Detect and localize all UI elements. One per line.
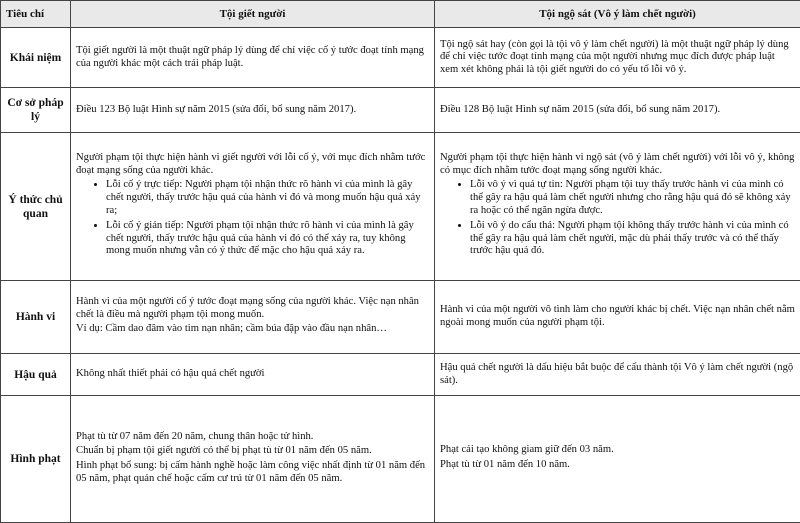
list-item: • Lỗi cố ý gián tiếp: Người phạm tội nhận thức rõ hành vi của mình là gây chết người, thấy trước hậu quả của hành vi đó có thể xảy ra, tuy không mong muốn nhưng vẫn có ý thức để mặc cho hậu quả xảy ra. [106, 220, 429, 258]
cell-concept-manslaughter: Tội ngộ sát hay (còn gọi là tội vô ý làm chết người) là một thuật ngữ pháp lý dùng để chỉ việc tước đoạt tính mạng của một người nhưng mục đích được pháp luật xem xét không phải là tội giết người do có yếu tố lỗi vô ý. [435, 28, 800, 88]
criterion-legal-basis: Cơ sở pháp lý [1, 88, 71, 133]
list-item: • Lỗi vô ý vì quá tự tin: Người phạm tội tuy thấy trước hành vi của mình có thể gây ra hậu quả làm chết người nhưng cho rằng hậu quả đó sẽ không xảy ra hoặc có thể ngăn ngừa được. [470, 179, 795, 217]
penalty-manslaughter-line: Phạt cải tạo không giam giữ đến 03 năm. [440, 444, 614, 456]
cell-concept-murder: Tội giết người là một thuật ngữ pháp lý dùng để chỉ việc cố ý tước đoạt tính mạng của người khác một cách trái pháp luật. [71, 28, 435, 88]
row-consequence [1, 354, 800, 396]
subjective-manslaughter-intro: Người phạm tội thực hiện hành vi ngộ sát (vô ý làm chết người) với lỗi vô ý, không có mục đích nhằm tước đoạt mạng sống người khác. [440, 152, 795, 176]
subjective-murder-intro: Người phạm tội thực hiện hành vi giết người với lỗi cố ý, với mục đích nhằm tước đoạt mạng sống của người khác. [76, 152, 426, 176]
row-act [1, 281, 800, 354]
cell-subjective-manslaughter [435, 133, 800, 281]
header-manslaughter: Tội ngộ sát (Vô ý làm chết người) [435, 1, 800, 28]
criterion-penalty: Hình phạt [1, 396, 71, 523]
header-murder: Tội giết người [71, 1, 435, 28]
row-subjective [1, 133, 800, 281]
subjective-murder-list [76, 179, 429, 258]
criterion-act: Hành vi [1, 281, 71, 354]
cell-legal-basis-murder: Điều 123 Bộ luật Hình sự năm 2015 (sửa đổi, bổ sung năm 2017). [71, 88, 435, 133]
act-murder-text: Hành vi của một người cố ý tước đoạt mạng sống của người khác. Việc nạn nhân chết là điều mà người phạm tội mong muốn. [76, 296, 419, 320]
list-item: • Lỗi cố ý trực tiếp: Người phạm tội nhận thức rõ hành vi của mình là gây chết người, thấy trước hậu quả của hành vi đó và mong muốn hậu quả xảy ra; [106, 179, 429, 217]
row-penalty [1, 396, 800, 523]
penalty-murder-line: Hình phạt bổ sung: bị cấm hành nghề hoặc làm công việc nhất định từ 01 năm đến 05 năm, phạt quản chế hoặc cấm cư trú từ 01 năm đến 05 năm. [76, 460, 426, 484]
row-legal-basis [1, 88, 800, 133]
cell-subjective-murder [71, 133, 435, 281]
cell-consequence-manslaughter: Hậu quả chết người là dấu hiệu bắt buộc để cấu thành tội Vô ý làm chết người (ngộ sát). [435, 354, 800, 396]
cell-act-manslaughter: Hành vi của một người vô tình làm cho người khác bị chết. Việc nạn nhân chết nằm ngoài mong muốn của người phạm tội. [435, 281, 800, 354]
subjective-manslaughter-list [440, 179, 795, 258]
penalty-murder-line: Phạt tù từ 07 năm đến 20 năm, chung thân hoặc tử hình. [76, 430, 314, 442]
row-concept [1, 28, 800, 88]
cell-penalty-manslaughter [435, 396, 800, 523]
header-criterion: Tiêu chí [1, 1, 71, 28]
list-item: • Lỗi vô ý do cẩu thả: Người phạm tội không thấy trước hành vi của mình có thể gây ra hậu quả làm chết người, mặc dù phải thấy trước và có thể thấy trước hậu quả đó. [470, 220, 795, 258]
cell-penalty-murder [71, 396, 435, 523]
cell-legal-basis-manslaughter: Điều 128 Bộ luật Hình sự năm 2015 (sửa đổi, bổ sung năm 2017). [435, 88, 800, 133]
cell-act-murder [71, 281, 435, 354]
criterion-concept: Khái niệm [1, 28, 71, 88]
table-header-row [1, 1, 800, 28]
act-murder-example: Ví dụ: Cầm dao đâm vào tim nạn nhân; cầm búa đập vào đầu nạn nhân… [76, 323, 387, 335]
criterion-subjective: Ý thức chủ quan [1, 133, 71, 281]
cell-consequence-murder: Không nhất thiết phải có hậu quả chết người [71, 354, 435, 396]
penalty-murder-line: Chuẩn bị phạm tội giết người có thể bị phạt tù từ 01 năm đến 05 năm. [76, 445, 372, 457]
penalty-manslaughter-line: Phạt tù từ 01 năm đến 10 năm. [440, 459, 570, 470]
criterion-consequence: Hậu quả [1, 354, 71, 396]
